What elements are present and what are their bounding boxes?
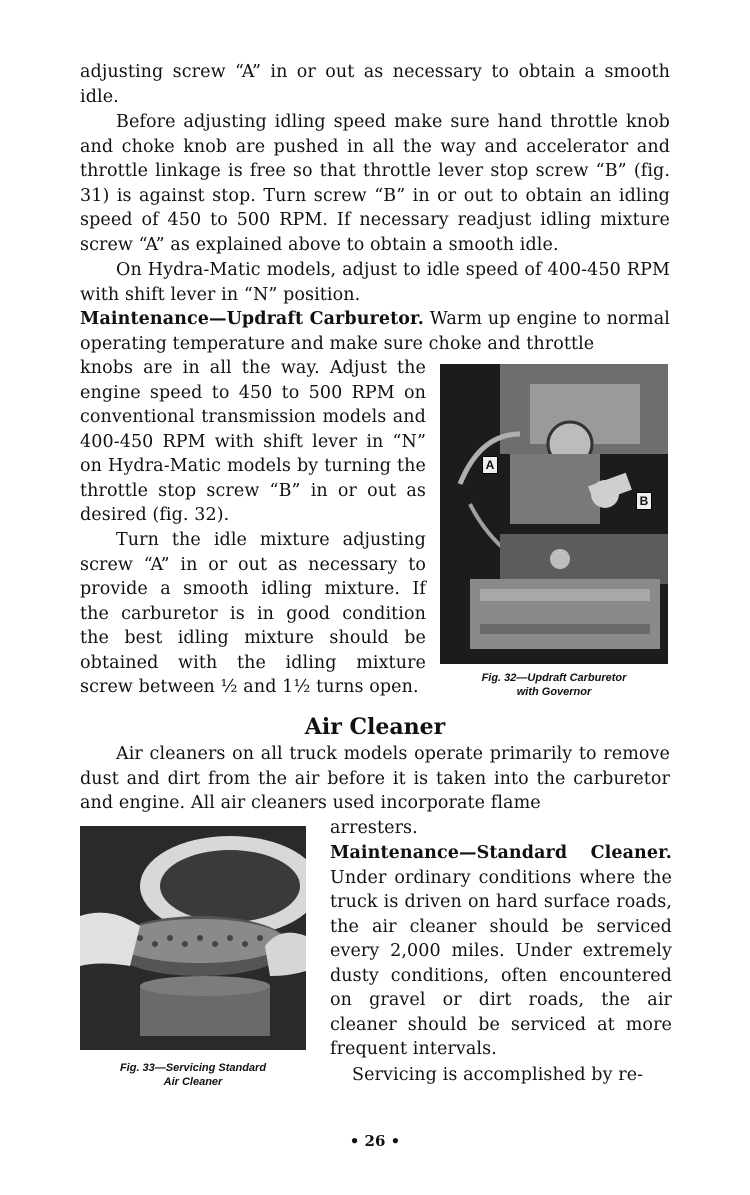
air-cleaner-photo: [80, 826, 306, 1050]
fig33-caption-line1: Fig. 33—Servicing Standard: [119, 1062, 267, 1074]
callout-label-b: B: [636, 492, 652, 510]
carburetor-photo: [440, 364, 668, 664]
paragraph-intro: [80, 60, 670, 109]
fig33-caption-line2: Air Cleaner: [163, 1076, 223, 1088]
air-cleaner-intro-text: Air cleaners on all truck models operate primarily to remove dust and dirt from the air before it is taken into the carburetor and engine. All air cleaners used incorporate flame: [80, 744, 670, 813]
carburetor-illustration: [440, 364, 668, 664]
paragraph-servicing: [330, 1063, 672, 1088]
fig32-caption: [440, 671, 668, 699]
paragraph-intro-text: adjusting screw “A” in or out as necessary to obtain a smooth idle.: [80, 62, 670, 107]
arresters-text: arresters.: [330, 818, 418, 838]
paragraph-hydramatic-text: On Hydra-Matic models, adjust to idle speed of 400-450 RPM with shift lever in “N” position.: [80, 260, 670, 305]
paragraph-hydramatic: [80, 258, 670, 307]
standard-cleaner-text: Under ordinary conditions where the truck is driven on hard surface roads, the air cleaner should be serviced every 2,000 miles. Under extremely dusty conditions, often encountered on gravel or dirt roads, the air cleaner should be serviced at more frequent intervals.: [330, 867, 672, 1059]
fig33-caption: [80, 1061, 306, 1089]
updraft-carburetor-title: Maintenance—Updraft Carburetor.: [80, 309, 424, 329]
standard-cleaner-title: Maintenance—Standard Cleaner.: [330, 843, 672, 863]
paragraph-idle-mixture: [80, 528, 426, 700]
page-number: • 26 •: [349, 1132, 401, 1150]
section-heading-air-cleaner: Air Cleaner: [304, 714, 446, 740]
updraft-carburetor-text: Warm up engine to normal operating temperature and make sure choke and throttle: [80, 309, 670, 354]
fig32-caption-line2: with Governor: [516, 686, 592, 698]
servicing-text: Servicing is accomplished by re-: [352, 1065, 644, 1085]
paragraph-air-cleaner-intro: [80, 742, 670, 816]
updraft-carburetor-text-continued: knobs are in all the way. Adjust the engine speed to 450 to 500 RPM on conventional transmission models and 400-450 RPM with shift lever in “N” on Hydra-Matic models by turning the throttle stop screw “B” in or out as desired (fig. 32).: [80, 358, 426, 525]
callout-label-a: A: [482, 456, 498, 474]
air-cleaner-illustration: [80, 826, 306, 1050]
idle-mixture-text: Turn the idle mixture adjusting screw “A” in or out as necessary to provide a smooth idling mixture. If the carburetor is in good condition the best idling mixture should be obtained with the idling mixture screw between ½ and 1½ turns open.: [80, 530, 426, 697]
paragraph-arresters: [330, 816, 672, 841]
paragraph-standard-cleaner: [330, 841, 672, 1062]
paragraph-idle-speed-text: Before adjusting idling speed make sure hand throttle knob and choke knob are pushed in all the way and accelerator and throttle linkage is free so that throttle lever stop screw “B” (fig. 31) is against stop. Turn screw “B” in or out to obtain an idling speed of 450 to 500 RPM. If necessary readjust idling mixture screw “A” as explained above to obtain a smooth idle.: [80, 112, 670, 255]
fig32-caption-line1: Fig. 32—Updraft Carburetor: [481, 672, 627, 684]
paragraph-idle-speed: [80, 110, 670, 257]
paragraph-updraft-heading: [80, 307, 670, 356]
paragraph-updraft-continued: [80, 356, 426, 528]
